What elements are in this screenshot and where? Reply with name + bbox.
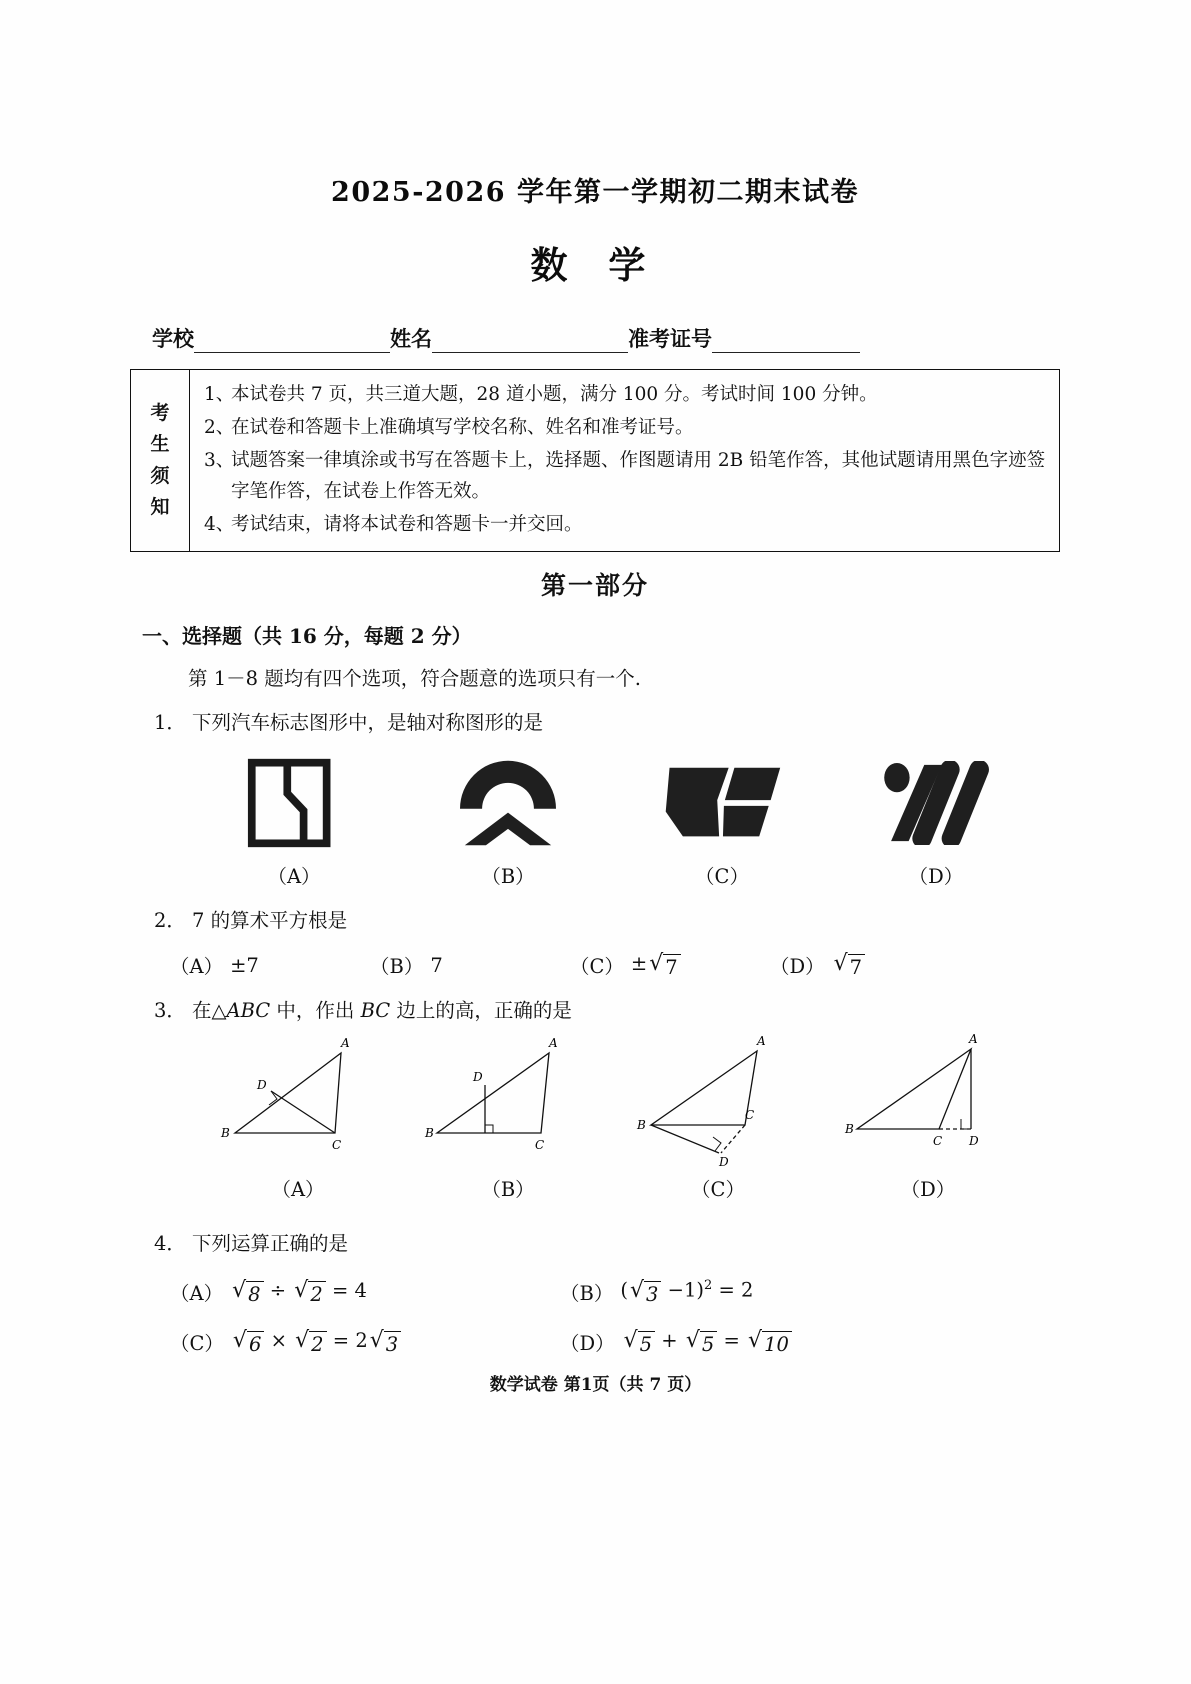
option-label-c: （C）: [691, 1178, 745, 1202]
logo-option-a[interactable]: [219, 751, 369, 855]
name-blank[interactable]: [432, 332, 628, 353]
examinee-notice-box: [130, 369, 1060, 552]
notice-item: [204, 445, 1049, 509]
question-4-option-b[interactable]: [560, 1278, 950, 1306]
vertex-c: C: [933, 1134, 943, 1149]
question-4-text: 下列运算正确的是: [192, 1232, 349, 1256]
question-4-stem: [154, 1228, 1060, 1256]
page-content: [130, 40, 1060, 1356]
vertex-c: C: [535, 1138, 545, 1153]
admission-label: 准考证号: [628, 326, 712, 351]
triangle-diagram-d[interactable]: [843, 1033, 1013, 1168]
question-1-stem: [154, 707, 1060, 735]
arch-chevron-logo: [454, 755, 562, 851]
option-expr-b: ( √ 3 −1)$^2$ = 2: [620, 1277, 754, 1306]
option-label-a: （A）: [170, 1282, 224, 1306]
notice-item-text: 考试结束，请将本试卷和答题卡一并交回。: [231, 514, 583, 536]
option-label-d: （D）: [900, 1178, 956, 1202]
question-4-option-a[interactable]: [170, 1278, 560, 1306]
question-3-diagram-row: [130, 1033, 1060, 1168]
part-heading: 第一部分: [540, 571, 649, 601]
question-4-number: 4．: [154, 1232, 186, 1256]
diagonal-strokes-logo: [881, 761, 991, 845]
notice-item-text: 本试卷共 7 页，共三道大题，28 道小题，满分 100 分。考试时间 100 分钟。: [231, 384, 878, 405]
notice-item-text: 在试卷和答题卡上准确填写学校名称、姓名和准考证号。: [231, 416, 694, 438]
question-2-option-a[interactable]: [170, 951, 370, 979]
question-4-option-d[interactable]: [560, 1328, 950, 1356]
question-3: [130, 995, 1060, 1023]
question-3-option-labels: [130, 1174, 1060, 1202]
option-value-b: 7: [430, 953, 443, 977]
question-4-option-c[interactable]: [170, 1328, 560, 1356]
question-2-text: 7 的算术平方根是: [192, 909, 348, 933]
notice-item: [204, 379, 1049, 411]
notice-item-text: 试题答案一律填涂或书写在答题卡上，选择题、作图题请用 2B 铅笔作答，其他试题请用黑色字迹签字笔作答，在试卷上作答无效。: [231, 449, 1046, 503]
logo-option-b[interactable]: [433, 751, 583, 855]
option-label-c: （C）: [570, 955, 624, 979]
notice-side-char-4: 知: [150, 495, 170, 518]
option-label-d: （D）: [770, 955, 825, 979]
option-label-b: （B）: [370, 955, 424, 979]
option-value-a: ±7: [230, 953, 259, 977]
triangle-diagram-a[interactable]: [213, 1033, 383, 1168]
page-footer: 数学试卷 第1页（共 7 页）: [489, 1375, 702, 1395]
notice-side-char-3: 须: [150, 464, 170, 487]
parallelogram-blocks-logo: [660, 761, 784, 845]
exam-title: 2025-2026 学年第一学期初二期末试卷: [331, 177, 859, 208]
question-2-option-b[interactable]: [370, 951, 570, 979]
question-1-logo-row: [130, 747, 1060, 855]
notice-item-num: 2、: [204, 416, 235, 438]
notice-side-label: [131, 370, 190, 551]
option-expr-a: √ 8 ÷ √ 2 = 4: [232, 1277, 367, 1306]
question-4-options-row-2: [130, 1328, 1060, 1356]
question-2-stem: [154, 905, 1060, 933]
name-label: 姓名: [390, 326, 432, 351]
vertex-b: B: [221, 1126, 230, 1141]
question-4-options-row-1: [130, 1278, 1060, 1306]
option-value-c: ± √ 7: [631, 952, 681, 979]
notice-side-char-1: 考: [150, 401, 170, 424]
question-1-number: 1．: [154, 711, 186, 735]
question-4: [130, 1228, 1060, 1256]
vertex-d: D: [473, 1070, 483, 1085]
question-2-number: 2．: [154, 909, 186, 933]
vertex-b: B: [425, 1126, 434, 1141]
admission-blank[interactable]: [712, 332, 860, 353]
school-blank[interactable]: [194, 332, 390, 353]
question-1-option-labels: [130, 861, 1060, 889]
option-label-c: （C）: [695, 865, 749, 889]
triangle-altitude-diagram-d: [843, 1033, 1013, 1168]
triangle-diagram-b[interactable]: [423, 1033, 593, 1168]
student-id-line: [130, 323, 1060, 353]
notice-item-num: 1、: [204, 384, 235, 405]
question-1: [130, 707, 1060, 735]
vertex-a: A: [549, 1036, 558, 1051]
logo-option-c[interactable]: [647, 751, 797, 855]
option-expr-d: √ 5 + √ 5 = √ 10: [622, 1329, 792, 1356]
triangle-altitude-diagram-a: [213, 1033, 383, 1168]
vertex-c: C: [745, 1108, 755, 1123]
option-label-d: （D）: [560, 1332, 615, 1356]
rectangle-z-logo: [246, 755, 342, 851]
vertex-d: D: [969, 1134, 979, 1149]
vertex-b: B: [845, 1122, 854, 1137]
option-label-a: （A）: [170, 955, 224, 979]
question-2-options: [130, 951, 1060, 979]
option-label-d: （D）: [908, 865, 964, 889]
question-2-option-d[interactable]: [770, 951, 970, 979]
question-1-text: 下列汽车标志图形中，是轴对称图形的是: [192, 711, 544, 735]
vertex-c: C: [332, 1138, 342, 1153]
vertex-d: D: [257, 1078, 267, 1093]
notice-items: [190, 370, 1059, 551]
notice-side-char-2: 生: [150, 433, 170, 456]
triangle-altitude-diagram-b: [423, 1033, 593, 1168]
notice-item: [204, 509, 1049, 541]
option-label-b: （B）: [560, 1282, 614, 1306]
vertex-a: A: [757, 1034, 766, 1049]
vertex-a: A: [341, 1036, 350, 1051]
option-label-b: （B）: [481, 865, 535, 889]
question-2: [130, 905, 1060, 933]
school-label: 学校: [152, 326, 194, 351]
question-3-stem: [154, 995, 1060, 1023]
question-2-option-c[interactable]: [570, 951, 770, 979]
option-label-a: （A）: [271, 1178, 325, 1202]
notice-item: [204, 412, 1049, 444]
segment-label-bc: BC: [360, 999, 391, 1023]
option-label-a: （A）: [267, 865, 321, 889]
vertex-d: D: [719, 1155, 729, 1169]
triangle-altitude-diagram-c: [633, 1033, 803, 1168]
notice-item-num: 3、: [204, 449, 235, 471]
vertex-b: B: [637, 1118, 646, 1133]
triangle-label-abc: ABC: [226, 999, 271, 1023]
vertex-a: A: [969, 1033, 978, 1047]
option-label-b: （B）: [481, 1178, 535, 1202]
triangle-diagram-c[interactable]: [633, 1033, 803, 1168]
question-3-text: 在△ABC 中，作出 BC 边上的高，正确的是: [192, 999, 572, 1023]
option-value-d: √ 7: [832, 952, 865, 979]
option-expr-c: √ 6 × √ 2 = 2 √ 3: [231, 1329, 401, 1356]
section-note: 第 1－8 题均有四个选项，符合题意的选项只有一个.: [188, 667, 641, 691]
logo-option-d[interactable]: [861, 751, 1011, 855]
subject-title: 数 学: [530, 243, 660, 287]
notice-item-num: 4、: [204, 514, 235, 536]
option-label-c: （C）: [170, 1332, 224, 1356]
section-heading: 一、选择题（共 16 分，每题 2 分）: [142, 624, 472, 649]
question-3-number: 3．: [154, 999, 186, 1023]
